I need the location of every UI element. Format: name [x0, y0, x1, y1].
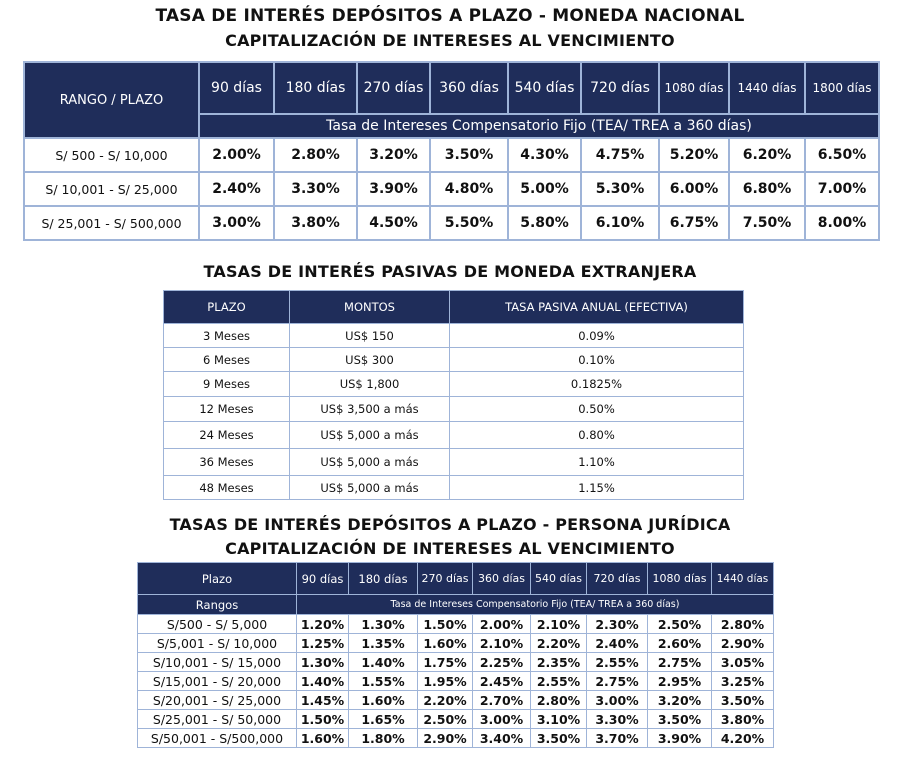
term-header: 1080 días — [648, 563, 712, 595]
rate-cell: 3.00% — [473, 710, 531, 729]
rate-cell: 2.40% — [587, 634, 648, 653]
rate-cell: 2.60% — [648, 634, 712, 653]
rate-cell: 4.50% — [357, 206, 430, 240]
table-moneda-extranjera — [163, 290, 744, 500]
plazo-cell: 12 Meses — [164, 397, 290, 422]
plazo-cell: 36 Meses — [164, 449, 290, 476]
range-cell: S/20,001 - S/ 25,000 — [138, 691, 297, 710]
plazo-cell: 6 Meses — [164, 348, 290, 372]
rate-cell: 2.10% — [531, 615, 587, 634]
rate-cell: 1.35% — [349, 634, 418, 653]
tasa-cell: 0.09% — [450, 324, 744, 348]
rate-cell: 2.70% — [473, 691, 531, 710]
rate-cell: 3.40% — [473, 729, 531, 748]
plazo-cell: 24 Meses — [164, 422, 290, 449]
corner-header: RANGO / PLAZO — [24, 62, 199, 138]
rate-cell: 3.25% — [712, 672, 774, 691]
rate-cell: 7.50% — [729, 206, 805, 240]
plazo-header: Plazo — [138, 563, 297, 595]
rate-cell: 1.60% — [297, 729, 349, 748]
rate-cell: 1.80% — [349, 729, 418, 748]
rate-cell: 3.50% — [712, 691, 774, 710]
rate-cell: 2.75% — [648, 653, 712, 672]
rate-cell: 1.60% — [418, 634, 473, 653]
rate-cell: 2.95% — [648, 672, 712, 691]
rate-cell: 2.55% — [531, 672, 587, 691]
range-cell: S/ 10,001 - S/ 25,000 — [24, 172, 199, 206]
rate-cell: 2.40% — [199, 172, 274, 206]
rate-cell: 2.00% — [473, 615, 531, 634]
rate-cell: 2.25% — [473, 653, 531, 672]
term-header: 180 días — [274, 62, 357, 114]
rate-cell: 4.30% — [508, 138, 581, 172]
rate-cell: 6.00% — [659, 172, 729, 206]
tasa-cell: 0.50% — [450, 397, 744, 422]
rate-cell: 6.75% — [659, 206, 729, 240]
rate-cell: 3.50% — [531, 729, 587, 748]
rate-cell: 3.70% — [587, 729, 648, 748]
term-header: 270 días — [418, 563, 473, 595]
table-moneda-nacional — [23, 61, 880, 241]
rate-cell: 5.50% — [430, 206, 508, 240]
section1-title: TASA DE INTERÉS DEPÓSITOS A PLAZO - MONEDA NACIONAL — [155, 6, 745, 26]
rate-cell: 6.10% — [581, 206, 659, 240]
tasa-header: TASA PASIVA ANUAL (EFECTIVA) — [450, 291, 744, 324]
rate-cell: 2.35% — [531, 653, 587, 672]
rate-cell: 6.20% — [729, 138, 805, 172]
monto-cell: US$ 5,000 a más — [290, 449, 450, 476]
rate-cell: 1.75% — [418, 653, 473, 672]
term-header: 540 días — [508, 62, 581, 114]
rate-cell: 5.20% — [659, 138, 729, 172]
term-header: 180 días — [349, 563, 418, 595]
rate-type-subheader: Tasa de Intereses Compensatorio Fijo (TEA/ TREA a 360 días) — [199, 114, 879, 138]
range-cell: S/500 - S/ 5,000 — [138, 615, 297, 634]
table-persona-juridica — [137, 562, 774, 748]
rangos-header: Rangos — [138, 595, 297, 615]
rate-type-subheader: Tasa de Intereses Compensatorio Fijo (TEA/ TREA a 360 días) — [297, 595, 774, 615]
range-cell: S/ 25,001 - S/ 500,000 — [24, 206, 199, 240]
rate-cell: 3.05% — [712, 653, 774, 672]
range-cell: S/10,001 - S/ 15,000 — [138, 653, 297, 672]
monto-cell: US$ 3,500 a más — [290, 397, 450, 422]
rate-cell: 3.00% — [587, 691, 648, 710]
term-header: 720 días — [581, 62, 659, 114]
tasa-cell: 0.10% — [450, 348, 744, 372]
plazo-cell: 3 Meses — [164, 324, 290, 348]
term-header: 270 días — [357, 62, 430, 114]
rate-cell: 3.90% — [648, 729, 712, 748]
rate-cell: 4.80% — [430, 172, 508, 206]
rate-cell: 1.30% — [349, 615, 418, 634]
rate-cell: 5.30% — [581, 172, 659, 206]
rate-cell: 1.45% — [297, 691, 349, 710]
range-cell: S/25,001 - S/ 50,000 — [138, 710, 297, 729]
rate-cell: 2.10% — [473, 634, 531, 653]
rate-cell: 6.80% — [729, 172, 805, 206]
plazo-header: PLAZO — [164, 291, 290, 324]
term-header: 1440 días — [729, 62, 805, 114]
rate-cell: 2.20% — [531, 634, 587, 653]
montos-header: MONTOS — [290, 291, 450, 324]
tasa-cell: 0.80% — [450, 422, 744, 449]
rate-cell: 5.00% — [508, 172, 581, 206]
rate-cell: 4.75% — [581, 138, 659, 172]
monto-cell: US$ 1,800 — [290, 372, 450, 397]
rate-cell: 4.20% — [712, 729, 774, 748]
rate-cell: 5.80% — [508, 206, 581, 240]
rate-cell: 2.50% — [648, 615, 712, 634]
monto-cell: US$ 150 — [290, 324, 450, 348]
rate-cell: 2.50% — [418, 710, 473, 729]
rate-cell: 3.50% — [648, 710, 712, 729]
rate-cell: 3.20% — [648, 691, 712, 710]
plazo-cell: 48 Meses — [164, 476, 290, 500]
rate-cell: 1.30% — [297, 653, 349, 672]
rate-cell: 1.20% — [297, 615, 349, 634]
monto-cell: US$ 5,000 a más — [290, 476, 450, 500]
rate-cell: 3.00% — [199, 206, 274, 240]
monto-cell: US$ 5,000 a más — [290, 422, 450, 449]
range-cell: S/5,001 - S/ 10,000 — [138, 634, 297, 653]
rate-cell: 2.55% — [587, 653, 648, 672]
rate-cell: 1.40% — [297, 672, 349, 691]
rate-cell: 3.20% — [357, 138, 430, 172]
rate-cell: 2.30% — [587, 615, 648, 634]
rate-cell: 2.90% — [712, 634, 774, 653]
rate-cell: 2.20% — [418, 691, 473, 710]
rate-cell: 1.50% — [297, 710, 349, 729]
section3-title: TASAS DE INTERÉS DEPÓSITOS A PLAZO - PERSONA JURÍDICA — [169, 515, 731, 534]
term-header: 720 días — [587, 563, 648, 595]
rate-cell: 1.65% — [349, 710, 418, 729]
tasa-cell: 1.10% — [450, 449, 744, 476]
rate-cell: 1.40% — [349, 653, 418, 672]
rate-cell: 3.90% — [357, 172, 430, 206]
term-header: 360 días — [473, 563, 531, 595]
rate-cell: 1.25% — [297, 634, 349, 653]
rate-cell: 2.00% — [199, 138, 274, 172]
rate-cell: 2.80% — [712, 615, 774, 634]
plazo-cell: 9 Meses — [164, 372, 290, 397]
rate-cell: 3.50% — [430, 138, 508, 172]
rate-cell: 1.50% — [418, 615, 473, 634]
rate-cell: 2.80% — [531, 691, 587, 710]
rate-cell: 8.00% — [805, 206, 879, 240]
range-cell: S/50,001 - S/500,000 — [138, 729, 297, 748]
term-header: 1800 días — [805, 62, 879, 114]
term-header: 90 días — [199, 62, 274, 114]
section2-title: TASAS DE INTERÉS PASIVAS DE MONEDA EXTRANJERA — [203, 262, 697, 281]
term-header: 1440 días — [712, 563, 774, 595]
rate-cell: 6.50% — [805, 138, 879, 172]
rate-cell: 1.60% — [349, 691, 418, 710]
range-cell: S/ 500 - S/ 10,000 — [24, 138, 199, 172]
section3-subtitle: CAPITALIZACIÓN DE INTERESES AL VENCIMIENTO — [225, 539, 675, 558]
rate-cell: 3.10% — [531, 710, 587, 729]
rate-cell: 1.95% — [418, 672, 473, 691]
rate-cell: 3.30% — [587, 710, 648, 729]
term-header: 540 días — [531, 563, 587, 595]
rate-cell: 2.75% — [587, 672, 648, 691]
rate-cell: 3.80% — [274, 206, 357, 240]
rate-cell: 1.55% — [349, 672, 418, 691]
section1-subtitle: CAPITALIZACIÓN DE INTERESES AL VENCIMIENTO — [225, 31, 675, 50]
rate-cell: 2.45% — [473, 672, 531, 691]
term-header: 1080 días — [659, 62, 729, 114]
rate-cell: 2.80% — [274, 138, 357, 172]
range-cell: S/15,001 - S/ 20,000 — [138, 672, 297, 691]
tasa-cell: 1.15% — [450, 476, 744, 500]
rate-cell: 3.30% — [274, 172, 357, 206]
term-header: 360 días — [430, 62, 508, 114]
tasa-cell: 0.1825% — [450, 372, 744, 397]
term-header: 90 días — [297, 563, 349, 595]
rate-cell: 2.90% — [418, 729, 473, 748]
rate-cell: 3.80% — [712, 710, 774, 729]
monto-cell: US$ 300 — [290, 348, 450, 372]
rate-cell: 7.00% — [805, 172, 879, 206]
